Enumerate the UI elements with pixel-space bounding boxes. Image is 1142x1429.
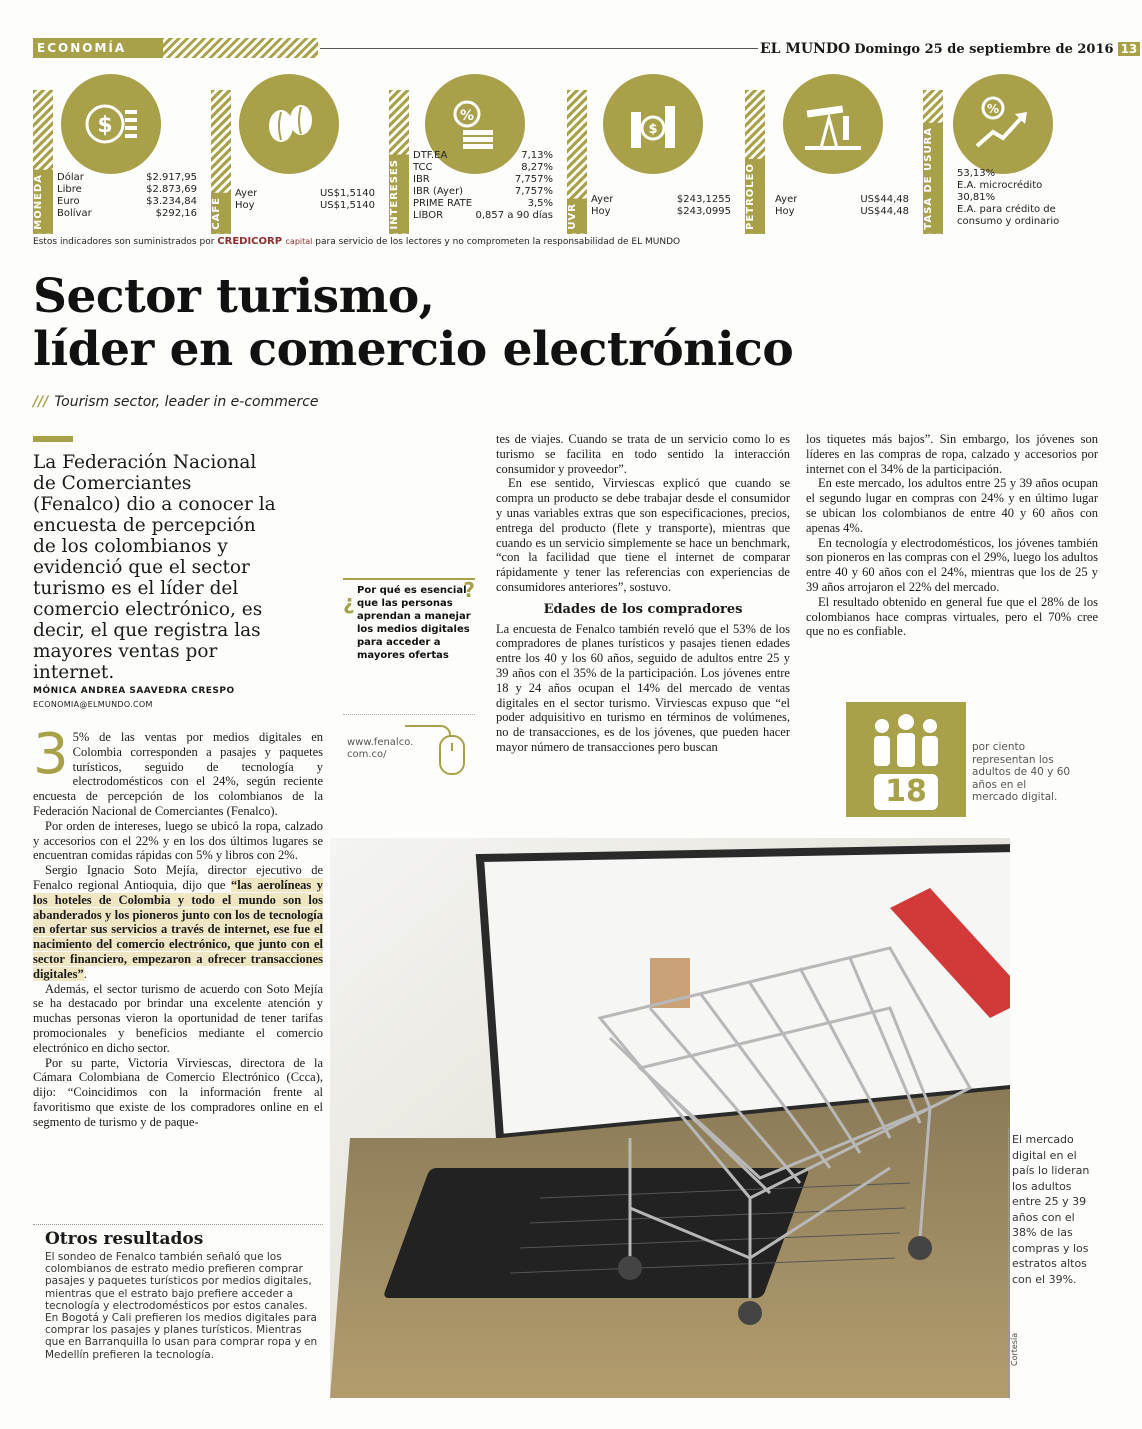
rate-row: Hoy $243,0995 [591,206,731,217]
paragraph: Además, el sector turismo de acuerdo con Soto Mejía se ha destacado por brindar una excelente atención y muchas personas vieron la oportunidad de tener tarifas promocionales y beneficios mediante el comercio electrónico en dicho sector. [33,981,323,1055]
highlighted-quote: “las aerolíneas y los hoteles de Colombia y todo el mundo son los abanderados y los pioneros junto con los de tecnología en ofertar sus servicios a través de internet, ese fue el nacimiento del comercio electrónico, que junto con el sector financiero, empezaron a ofrecer transacciones digitales” [33,877,323,981]
usura-line: E.A. para crédito de [957,204,1056,215]
stat-caption: por ciento representan los adultos de 40 y 60 años en el mercado digital. [972,741,1071,803]
indicator-moneda [33,74,203,234]
paragraph: los tiquetes más bajos”. Sin embargo, los jóvenes son líderes en las compras de ropa, calzado y accesorios por internet con el 34% de la participación. [806,432,1098,476]
rate-row: LIBOR 0,857 a 90 días [413,210,553,221]
photo-caption: El mercado digital en el país lo lideran los adultos entre 25 y 39 años con el 38% de las compras y los estratos altos con el 39%. [1012,1133,1090,1286]
indicator-label: PETRÓLEO [745,159,765,234]
paragraph: Por su parte, Victoria Virviescas, directora de la Cámara Colombiana de Comercio Electrónico (Ccca), dijo: “Coincidimos con la información frente al favoritismo que existe de los compradores online en el segmento de turismo y de paque- [33,1055,323,1129]
indicator-label: INTERESES [389,155,409,234]
indicator-usura [923,74,1103,234]
paragraph: tes de viajes. Cuando se trata de un servicio como lo es turismo se facilita en todo sentido la interacción consumidor y proveedor”. [496,432,790,476]
indicator-label: UVR [567,199,587,234]
paragraph: En tecnología y electrodomésticos, los jóvenes también son pioneros en las compras con el 29%, luego los adultos entre 40 y 60 años con el 24%, mientras que los de 25 y 39 años arrojaron el 22% del mercado. [806,535,1098,594]
paragraph: El resultado obtenido en general fue que el 28% de los colombianos hace compras virtuales, pero el 70% cree que no es confiable. [806,594,1098,639]
paragraph: La encuesta de Fenalco también reveló que el 53% de los compradores de planes turísticos y pasajes tienen edades entre los 40 y los 60 años, seguido de adultos entre 25 y 39 años con el 35% de la participación. Los jóvenes entre 18 y 24 años ocupan el 14% del mercado de ventas digitales en el sector turismo. Virviescas expuso que “el poder adquisitivo en turismo en términos de volúmenes, no de transacciones, es de los jóvenes, que pueden hacer mayor número de transacciones pero buscan [496,621,790,754]
rate-row: Hoy US$44,48 [775,206,909,217]
box-title: Otros resultados [45,1229,204,1249]
rate-row: Libre $2.873,69 [57,184,197,195]
lede: La Federación Nacional de Comerciantes (Fenalco) dio a conocer la encuesta de percepción de los colombianos y evidenció que el sector turismo es el líder del comercio electrónico, es decir, el que registra las mayores ventas por internet. [33,452,276,683]
indicator-rows [57,172,197,220]
top-rule [320,48,758,49]
indicator-bar [33,90,53,234]
indicator-bar [567,90,587,234]
indicators-strip [33,74,1103,234]
indicator-bar [923,90,943,234]
rate-row: PRIME RATE 3,5% [413,198,553,209]
coffee-bean-icon [239,74,339,174]
indicator-rows [413,150,553,222]
rate-row: Ayer $243,1255 [591,194,731,205]
shopping-cart-laptop-photo [330,838,1010,1398]
usura-line: 30,81% [957,192,996,203]
savings-icon [603,74,703,174]
indicator-bar [745,90,765,234]
indicator-bar [211,90,231,234]
page-number: 13 [1118,42,1141,56]
indicator-label: MONEDA [33,170,53,234]
people-icon [846,706,966,776]
section-bar [33,38,318,58]
question-text: Por qué es esencial que las personas aprendan a manejar los medios digitales para acceder a mayores ofertas [357,585,471,661]
svg-text:%: % [986,102,1000,116]
fenalco-url[interactable]: www.fenalco. com.co/ [347,737,414,760]
url-box [343,714,475,794]
masthead [760,39,1138,59]
mouse-icon [439,735,465,775]
subheading: Edades de los compradores [543,601,743,617]
column-2 [496,432,790,755]
date: Domingo 25 de septiembre de 2016 [854,41,1114,57]
rate-row: DTF.EA 7,13% [413,150,553,161]
caption-rule [1008,1128,1009,1398]
rate-row: Ayer US$44,48 [775,194,909,205]
indicator-rows [957,168,1097,228]
rate-row: Ayer US$1,5140 [235,188,375,199]
sidebar-question [343,578,475,662]
gold-marker [33,436,73,442]
paragraph: En este mercado, los adultos entre 25 y 39 años ocupan el segundo lugar en compras con 24% y en último lugar se ubican los colombianos de entre 40 y 60 años con apenas 4%. [806,476,1098,535]
indicator-label: CAFÉ [211,193,231,234]
question-mark-open: ¿ [343,590,355,614]
indicator-rows [591,194,731,218]
otros-resultados-box [33,1224,323,1361]
indicator-petroleo [745,74,915,234]
rate-row: Hoy US$1,5140 [235,200,375,211]
author-email[interactable]: ECONOMIA@ELMUNDO.COM [33,700,153,709]
svg-text:$: $ [648,122,658,137]
column-3 [806,432,1098,639]
credicorp-logo: CREDICORP capital [217,236,313,247]
paragraph: En Bogotá y Cali prefieren los medios digitales para comprar los pasajes y planes turísticos. Mientras que en Barranquilla lo usan para comprar ropa y en Medellín prefieren la tecnología. [45,1312,318,1361]
indicator-rows [235,188,375,212]
paper-name: EL MUNDO [760,41,851,57]
paragraph: Sergio Ignacio Soto Mejía, director ejecutivo de Fenalco regional Antioquia, dijo que “las aerolíneas y los hoteles de Colombia y todo el mundo son los abanderados y los pioneros junto con los de tecnología en ofertar sus servicios a través de internet, ese fue el nacimiento del comercio electrónico, que junto con el sector financiero, empezaron a ofrecer transacciones digitales”. [33,863,323,981]
paragraph: El sondeo de Fenalco también señaló que los colombianos de estrato medio prefieren comprar pasajes y paquetes turísticos por medios digitales, mientras que el estrato bajo prefiere acceder a tecnología y electrodomésticos por estos canales. [45,1251,312,1312]
indicator-label: TASA DE USURA [923,123,943,234]
sponsor-line: Estos indicadores son suministrados por CREDICORP capital para servicio de los lectores y no comprometen la responsabilidad de EL MUNDO [33,236,681,247]
oil-pump-icon [783,74,883,174]
author: MÓNICA ANDREA SAAVEDRA CRESPO [33,686,235,696]
question-mark-close: ? [463,578,475,602]
rate-row: Dólar $2.917,95 [57,172,197,183]
growth-chart-icon [953,74,1053,174]
stat-box [846,702,966,817]
rate-row: IBR 7,757% [413,174,553,185]
paragraph: En ese sentido, Virviescas explicó que cuando se compra un producto se debe trabajar desde el consumidor y unas variables extras que son especificaciones, precios, entrega del producto (flete y transporte), mientras que cuando es un servicio simplemente se hace un benchmark, “con la facilidad que tiene el internet de comparar rápidamente y tener las referencias con experiencias de consumidores anteriores”, sostuvo. [496,476,790,594]
rate-row: TCC 8,27% [413,162,553,173]
headline: Sector turismo, líder en comercio electrónico [33,269,794,377]
mouse-cord [405,725,451,737]
rate-row: IBR (Ayer) 7,757% [413,186,553,197]
indicator-cafe [211,74,381,234]
column-1 [33,722,323,1130]
section-label: ECONOMÍA [33,38,163,58]
english-subtitle: /// Tourism sector, leader in e-commerce [33,394,319,410]
photo-credit: Cortesía [1010,1332,1019,1366]
indicator-intereses [389,74,559,234]
indicator-bar [389,90,409,234]
rate-row: Euro $3.234,84 [57,196,197,207]
dropcap: 3 [33,722,69,787]
indicator-rows [775,194,909,218]
stat-value: 18 [874,774,938,810]
paragraph: 3 5% de las ventas por medios digitales en Colombia corresponden a pasajes y paquetes turísticos, seguido de tecnología y electrodomésticos con el 24%, según reciente encuesta de percepción de los colombianos de la Federación Nacional de Comerciantes (Fenalco). [33,722,323,818]
svg-text:%: % [459,108,475,124]
usura-line: consumo y ordinario [957,216,1060,227]
indicator-uvr [567,74,737,234]
coins-icon [61,74,161,174]
paragraph: Por orden de intereses, luego se ubicó la ropa, calzado y accesorios con el 22% y en los dos últimos lugares se encuentran comidas rápidas con 5% y libros con 2%. [33,818,323,863]
usura-line: 53,13% [957,168,996,179]
svg-text:$: $ [97,113,113,138]
usura-line: E.A. microcrédito [957,180,1043,191]
rate-row: Bolívar $292,16 [57,208,197,219]
